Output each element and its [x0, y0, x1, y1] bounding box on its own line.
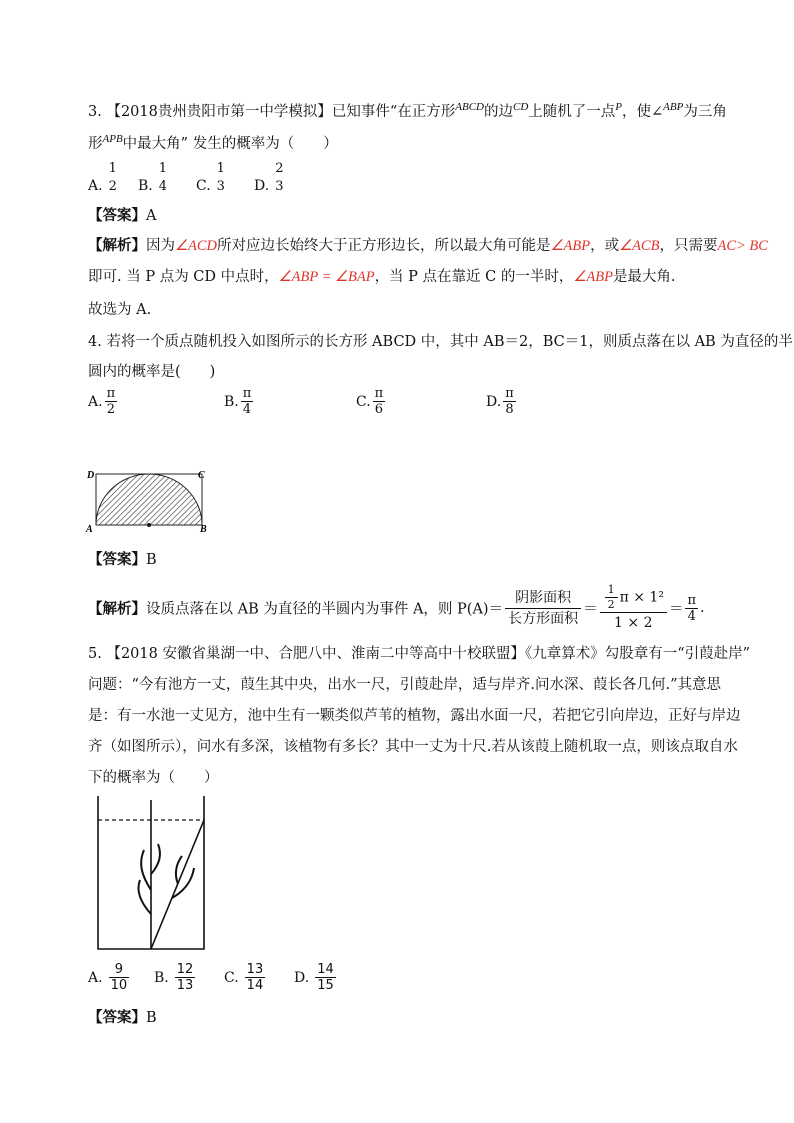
q3-stem-text: 形 — [88, 136, 103, 152]
option-fraction — [109, 160, 117, 196]
q5-option-d — [294, 962, 338, 993]
math-angle-abp: ∠ABP — [573, 269, 613, 285]
half-fraction — [605, 584, 618, 611]
equals-sign: ＝ — [583, 601, 598, 618]
analysis-text: 因为 — [146, 238, 175, 254]
q5-line-4: 齐（如图所示），问水有多深，该植物有多长？其中一丈为十尺.若从该葭上随机取一点，则该点取自水 — [88, 739, 738, 755]
q5-line-3: 是：有一水池一丈见方，池中生有一颗类似芦苇的植物，露出水面一尺，若把它引向岸边，正好与岸边 — [88, 708, 741, 724]
fraction-numerator: 1 — [158, 161, 168, 176]
q3-line-2 — [88, 134, 338, 155]
analysis-text: 是最大角. — [612, 269, 676, 285]
q3-var-abcd: ABCD — [455, 101, 484, 113]
math-inequality: AC> BC — [717, 238, 768, 254]
analysis-text: ，只需要 — [659, 238, 718, 254]
fraction-denominator: 4 — [241, 401, 254, 417]
q5-line-5: 下的概率为（ ） — [88, 770, 219, 786]
fraction-numerator: 12 — [176, 962, 194, 977]
q3-stem-text: 的边 — [484, 104, 513, 120]
fraction-denominator: 10 — [110, 978, 128, 993]
answer-label: 【答案】 — [88, 1009, 146, 1026]
analysis-label: 【解析】 — [88, 600, 146, 618]
q3-line-1 — [88, 102, 727, 123]
computation-denominator: 1 × 2 — [600, 612, 667, 632]
fraction-denominator: 15 — [317, 978, 334, 993]
option-label: B. — [224, 393, 239, 410]
label-d: D — [87, 470, 95, 481]
fraction-numerator: π — [106, 386, 116, 401]
q5-line-2: 问题：“今有池方一丈，葭生其中央，出水一尺，引葭赴岸，适与岸齐.问水深、葭长各几何.”其意思 — [88, 677, 722, 693]
option-label: D. — [294, 969, 310, 986]
reed-leaf — [141, 850, 151, 890]
label-b: B — [200, 524, 207, 535]
area-ratio-fraction — [505, 589, 581, 628]
label-c: C — [198, 470, 205, 481]
q3-var-p: P — [615, 101, 623, 113]
fraction-denominator: 2 — [105, 401, 118, 417]
math-angle-acd: ∠ACD — [175, 238, 217, 254]
q3-stem-text: 3. 【2018贵州贵阳市第一中学模拟】已知事件“在正方形 — [88, 104, 456, 120]
option-label: D. — [254, 178, 270, 194]
fraction-numerator: 1 — [216, 161, 225, 176]
q5-option-a — [88, 962, 131, 993]
q3-stem-text: 上随机了一点 — [528, 104, 616, 120]
shaded-semicircle — [96, 474, 202, 525]
fraction-denominator: 6 — [373, 401, 386, 417]
q3-stem-text: 中最大角” 发生的概率为（ ） — [122, 136, 338, 152]
option-label: D. — [486, 393, 502, 410]
q3-analysis-line-3: 故选为 A. — [88, 302, 152, 318]
period: . — [699, 600, 705, 616]
fraction-numerator: π — [505, 386, 514, 401]
option-fraction — [373, 386, 386, 417]
fraction-denominator: 2 — [605, 597, 618, 611]
reed-leaf — [151, 844, 160, 874]
fraction-numerator: 13 — [246, 962, 264, 977]
analysis-text: ，当 P 点在靠近 C 的一半时， — [374, 269, 574, 285]
q3-option-d — [254, 160, 283, 196]
q4-option-d — [486, 386, 518, 417]
answer-value: A — [146, 208, 157, 224]
fraction-numerator: 9 — [114, 962, 123, 977]
q3-var-cd: CD — [513, 101, 529, 113]
analysis-label: 【解析】 — [88, 237, 146, 254]
q3-analysis-line-1 — [88, 236, 768, 256]
rectangle-semicircle-figure — [84, 466, 214, 538]
q4-line-2: 圆内的概率是( ) — [88, 364, 216, 380]
q3-analysis-line-2 — [88, 267, 676, 287]
fraction-numerator: 1 — [607, 583, 615, 596]
option-label: B. — [154, 969, 169, 986]
option-label: A. — [88, 969, 103, 986]
q4-line-1: 4. 若将一个质点随机投入如图所示的长方形 ABCD 中，其中 AB＝2，BC＝1，则质点落在以 AB 为直径的半 — [88, 334, 793, 350]
fraction-numerator: 1 — [108, 161, 117, 176]
numerator-expression: π × 1² — [619, 589, 664, 606]
answer-value: B — [146, 552, 157, 568]
option-label: B. — [138, 178, 153, 194]
q5-option-b — [154, 962, 197, 993]
q4-analysis — [88, 584, 705, 632]
analysis-text: ，或 — [590, 238, 620, 254]
computation-fraction — [600, 584, 667, 632]
reed-drawn-to-bank — [151, 820, 204, 949]
center-point — [147, 523, 151, 527]
fraction-denominator: 3 — [275, 179, 284, 194]
option-fraction — [245, 962, 266, 993]
q4-option-b — [224, 386, 255, 417]
fraction-denominator: 14 — [246, 978, 264, 993]
option-label: C. — [196, 178, 211, 194]
q3-stem-text: 为三角 — [683, 104, 727, 120]
option-label: C. — [224, 969, 239, 986]
q3-option-a — [88, 160, 117, 196]
q3-option-c — [196, 160, 225, 196]
label-a: A — [86, 524, 93, 535]
answer-value: B — [146, 1010, 157, 1026]
q3-answer — [88, 206, 156, 226]
computation-numerator — [600, 584, 667, 612]
option-fraction — [109, 962, 130, 993]
fraction-denominator: 2 — [108, 179, 117, 194]
fraction-denominator: 13 — [176, 978, 194, 993]
answer-label: 【答案】 — [88, 551, 146, 568]
q4-option-c — [356, 386, 387, 417]
fraction-numerator: π — [374, 386, 384, 401]
pond-reed-figure — [92, 794, 212, 952]
fraction-denominator: 4 — [158, 179, 168, 194]
equals-sign: ＝ — [668, 601, 684, 618]
option-fraction — [315, 962, 336, 993]
option-fraction — [217, 160, 225, 196]
option-label: A. — [88, 178, 103, 194]
q3-option-b — [138, 160, 167, 196]
q5-answer — [88, 1008, 157, 1028]
answer-label: 【答案】 — [88, 207, 146, 224]
math-angle-acb: ∠ACB — [619, 238, 660, 254]
q4-option-a — [88, 386, 119, 417]
option-label: C. — [356, 393, 371, 410]
q4-answer — [88, 550, 157, 570]
q3-var-abp: ABP — [663, 101, 684, 113]
q3-var-apb: APB — [102, 133, 123, 145]
rect-area-text: 长方形面积 — [505, 608, 581, 628]
q5-option-c — [224, 962, 267, 993]
math-angle-abp: ∠ABP — [550, 238, 591, 254]
fraction-numerator: π — [242, 386, 252, 401]
option-fraction — [105, 386, 118, 417]
q3-stem-text: ，使∠ — [622, 104, 664, 120]
option-fraction — [503, 386, 516, 417]
fraction-denominator: 8 — [503, 401, 516, 417]
result-fraction — [685, 593, 698, 624]
shadow-area-text: 阴影面积 — [515, 589, 572, 606]
option-fraction — [275, 160, 283, 196]
q5-line-1: 5. 【2018 安徽省巢湖一中、合肥八中、淮南二中等高中十校联盟】《九章算术》勾股章有一“引葭赴岸” — [88, 646, 751, 662]
analysis-text: 即可. 当 P 点为 CD 中点时， — [88, 269, 279, 285]
fraction-denominator: 4 — [685, 608, 698, 624]
fraction-numerator: 2 — [275, 161, 284, 176]
analysis-text: 所对应边长始终大于正方形边长，所以最大角可能是 — [217, 238, 551, 254]
fraction-numerator: 14 — [317, 962, 334, 977]
analysis-text: 设质点落在以 AB 为直径的半圆内为事件 A，则 P(A)＝ — [146, 601, 504, 618]
math-angle-equation: ∠ABP = ∠BAP — [278, 269, 375, 285]
fraction-denominator: 3 — [216, 179, 225, 194]
option-fraction — [241, 386, 254, 417]
option-label: A. — [88, 393, 103, 410]
option-fraction — [175, 962, 196, 993]
fraction-numerator: π — [687, 592, 696, 608]
option-fraction — [159, 160, 167, 196]
